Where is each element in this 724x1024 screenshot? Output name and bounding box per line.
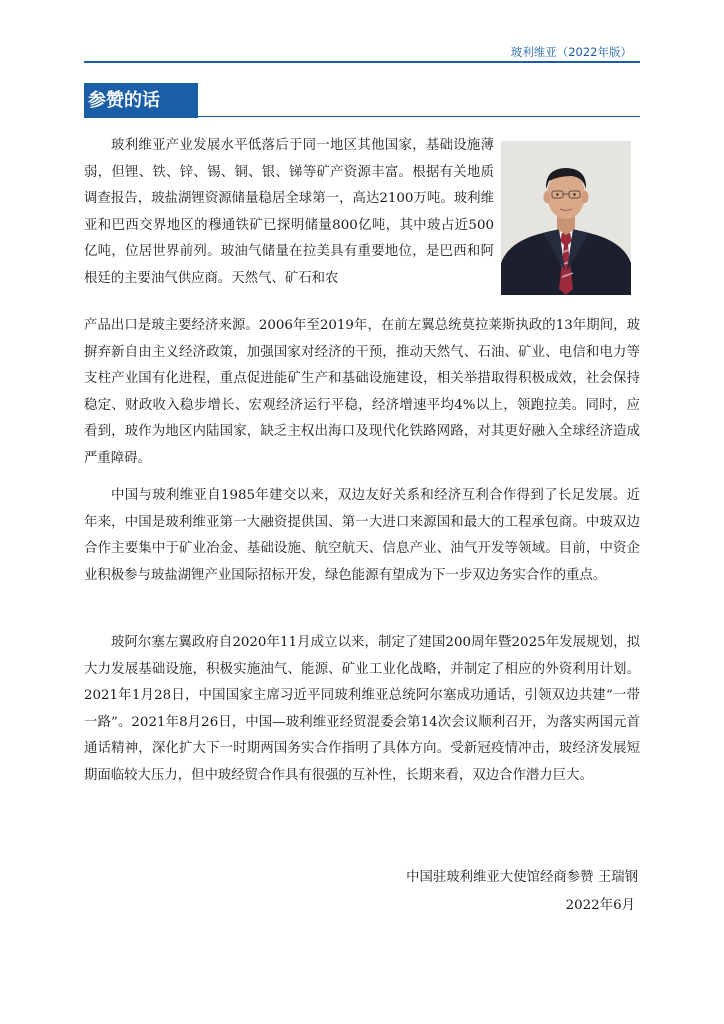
signature-date: 2022年6月 [565,898,635,913]
paragraph-3: 玻阿尔塞左翼政府自2020年11月成立以来，制定了建国200周年暨2025年发展规划，拟大力发展基础设施，积极实施油气、能源、矿业工业化战略，并制定了相应的外资利用计划。2021年1月28日，中国国家主席习近平同玻利维亚总统阿尔塞成功通话，引领双边共建“一带一路”。2021年8月26日，中国—玻利维亚经贸混委会第14次会议顺利召开，为落实两国元首通话精神，深化扩大下一时期两国务实合作指明了具体方向。受新冠疫情冲击，玻经济发展短期面临较大压力，但中玻经贸合作具有很强的互补性，长期来看，双边合作潜力巨大。 [84,635,640,783]
paragraph-1-part-a: 玻利维亚产业发展水平低落后于同一地区其他国家，基础设施薄弱，但锂、铁、锌、锡、铜、银、锑等矿产资源丰富。根据有关地质调查报告，玻盐湖锂资源储量稳居全球第一，高达2100万吨。玻利维亚和巴西交界地区的穆通铁矿已探明储量800亿吨，其中玻占近500亿吨，位居世界前列。玻油气储量在拉美具有重要地位，是巴西和阿根廷的主要油气供应商。天然气、矿石和农 [84,138,494,286]
author-signature: 中国驻玻利维亚大使馆经商参赞 王瑞钢 [406,870,638,885]
header-divider [84,61,640,63]
section-title: 参赞的话 [84,83,198,118]
portrait-photo-icon [501,141,631,295]
running-header-title: 玻利维亚（2022年版） [510,45,632,59]
paragraph-1-part-b: 产品出口是玻主要经济来源。2006年至2019年，在前左翼总统莫拉莱斯执政的13年期间，玻摒弃新自由主义经济政策，加强国家对经济的干预，推动天然气、石油、矿业、电信和电力等支柱产业国有化进程，重点促进能矿生产和基础设施建设，相关举措取得积极成效，社会保持稳定、财政收入稳步增长、宏观经济运行平稳，经济增速平均4%以上，领跑拉美。同时，应看到，玻作为地区内陆国家，缺乏主权出海口及现代化铁路网路，对其更好融入全球经济造成严重障碍。 [84,318,640,466]
section-title-divider [84,116,640,117]
paragraph-2: 中国与玻利维亚自1985年建交以来，双边友好关系和经济互利合作得到了长足发展。近年来，中国是玻利维亚第一大融资提供国、第一大进口来源国和最大的工程承包商。中玻双边合作主要集中于矿业冶金、基础设施、航空航天、信息产业、油气开发等领域。目前，中资企业积极参与玻盐湖锂产业国际招标开发，绿色能源有望成为下一步双边务实合作的重点。 [84,488,640,583]
